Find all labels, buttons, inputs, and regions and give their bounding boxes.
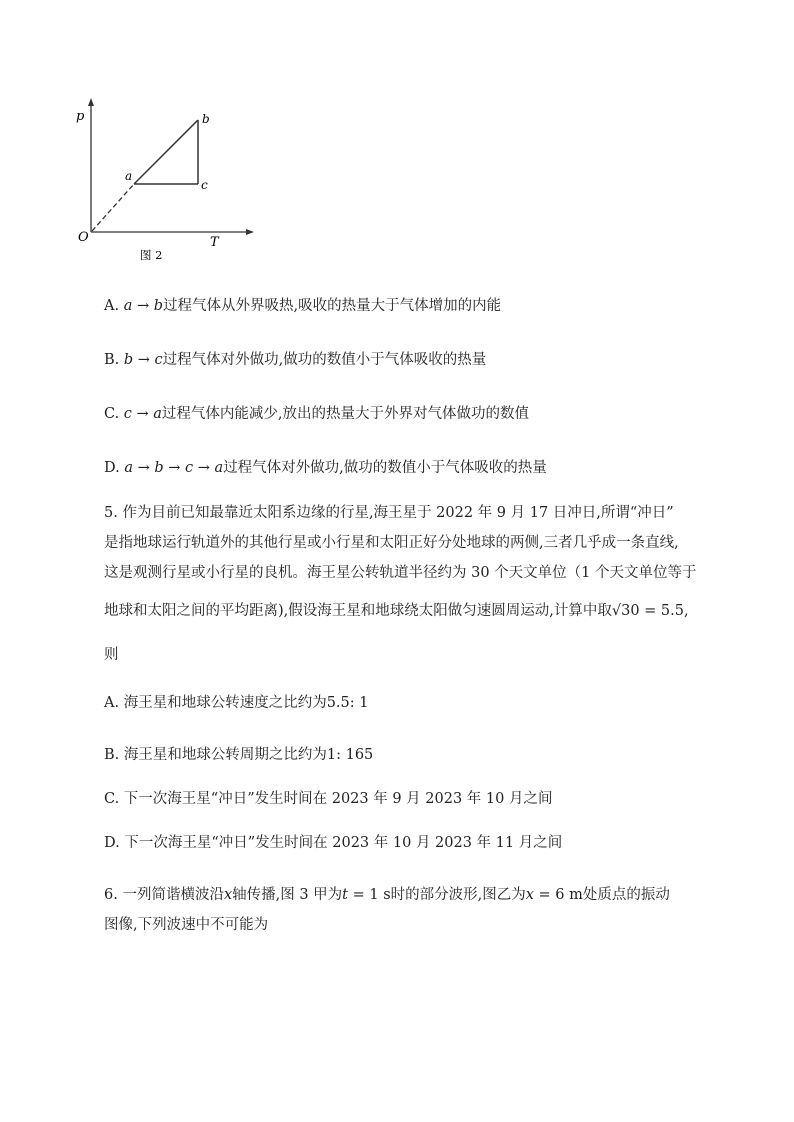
q4-option-c: C. 𝑐 → 𝑎过程气体内能减少,放出的热量大于外界对气体做功的数值 — [104, 406, 530, 422]
q4-option-b: B. 𝑏 → 𝑐过程气体对外做功,做功的数值小于气体吸收的热量 — [104, 352, 487, 368]
t-axis-arrow — [246, 229, 254, 235]
label-origin: O — [78, 230, 89, 245]
q5-stem-line: 地球和太阳之间的平均距离),假设海王星和地球绕太阳做匀速圆周运动,计算中取√30 = 5.5, — [104, 603, 689, 619]
q5-stem — [104, 503, 724, 665]
figure-caption: 图 2 — [140, 248, 163, 262]
q5-option-d: D. 下一次海王星“冲日”发生时间在 2023 年 10 月 2023 年 11 月之间 — [104, 835, 563, 851]
segment-ab — [134, 120, 198, 184]
pt-diagram-figure — [70, 96, 260, 268]
label-c: c — [201, 178, 208, 192]
q4-option-a: A. 𝑎 → 𝑏过程气体从外界吸热,吸收的热量大于气体增加的内能 — [104, 298, 502, 314]
label-p: p — [76, 109, 85, 124]
q5-stem-line: 则 — [104, 647, 119, 663]
q5-option-b: B. 海王星和地球公转周期之比约为1: 165 — [104, 747, 374, 763]
q6-stem — [104, 885, 724, 935]
dashed-extension-line — [92, 184, 134, 231]
p-axis-arrow — [88, 98, 94, 106]
q6-stem-line: 6. 一列简谐横波沿𝑥轴传播,图 3 甲为𝑡 = 1 s时的部分波形,图乙为𝑥 = 6 m处质点的振动 — [104, 887, 670, 903]
q5-stem-line: 5. 作为目前已知最靠近太阳系边缘的行星,海王星于 2022 年 9 月 17 日冲日,所谓“冲日” — [104, 505, 674, 521]
label-T: T — [210, 235, 219, 250]
q5-stem-line: 是指地球运行轨道外的其他行星或小行星和太阳正好分处地球的两侧,三者几乎成一条直线, — [104, 535, 679, 551]
q5-option-a: A. 海王星和地球公转速度之比约为5.5: 1 — [104, 695, 369, 711]
label-a: a — [125, 169, 133, 183]
q6-stem-line: 图像,下列波速中不可能为 — [104, 917, 269, 933]
q5-stem-line: 这是观测行星或小行星的良机。海王星公转轨道半径约为 30 个天文单位（1 个天文单位等于 — [104, 565, 697, 581]
q5-option-c: C. 下一次海王星“冲日”发生时间在 2023 年 9 月 2023 年 10 月之间 — [104, 791, 553, 807]
label-b: b — [202, 112, 210, 126]
q4-option-d: D. 𝑎 → 𝑏 → 𝑐 → 𝑎过程气体对外做功,做功的数值小于气体吸收的热量 — [104, 460, 547, 476]
